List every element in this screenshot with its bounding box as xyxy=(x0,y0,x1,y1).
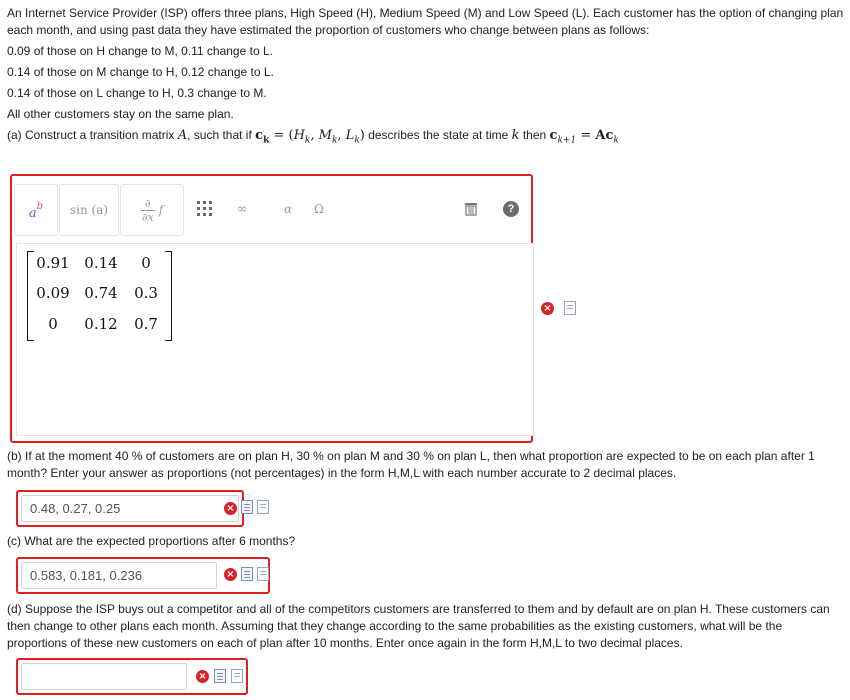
trash-icon xyxy=(464,202,478,216)
help-doc-icon[interactable] xyxy=(257,500,269,514)
part-b-line-2: month? Enter your answer as proportions (not percentages) in the form H,M,L with each number accurate to 2 decimal places. xyxy=(7,466,677,480)
help-doc-icon[interactable] xyxy=(257,567,269,581)
matrix-grid-icon[interactable] xyxy=(194,184,216,234)
part-b-line-1: (b) If at the moment 40 % of customers are on plan H, 30 % on plan M and 30 % on plan L, then what proportion are expected to be on each plan after 1 xyxy=(7,449,815,463)
help-doc-icon[interactable] xyxy=(231,669,243,683)
transition-matrix xyxy=(27,251,172,341)
matrix-cell: 0.12 xyxy=(84,315,118,333)
alpha-button[interactable]: α xyxy=(283,202,293,216)
help-icon[interactable]: ? xyxy=(503,201,519,217)
part-c-text: (c) What are the expected proportions after 6 months? xyxy=(7,534,296,548)
answer-b-input[interactable] xyxy=(21,495,239,522)
matrix-cell: 0.7 xyxy=(134,315,158,333)
part-a-text: (a) Construct a transition matrix A, such that if $c_k = (H_k$, $M_k$, $L_k$) describes the state at time k then $c_{k+1} = Ac_k$ xyxy=(7,128,619,146)
preview-doc-icon[interactable] xyxy=(564,301,576,315)
part-d-line-3: proportions of these new customers on each of plan after 10 months. Enter once again in the form H,M,L to two decimal places. xyxy=(7,636,683,650)
incorrect-mark-icon: × xyxy=(224,502,237,515)
answer-c-input[interactable] xyxy=(21,562,217,589)
preview-icon[interactable] xyxy=(241,567,253,581)
part-d-line-2: then change to other plans each month. Assuming that they change according to the same probabilities as the existing customers, what will be the xyxy=(7,619,783,633)
part-d-line-1: (d) Suppose the ISP buys out a competitor and all of the competitors customers are transferred to them and by default are on plan H. These customers can xyxy=(7,602,830,616)
matrix-cell: 0.14 xyxy=(84,254,118,272)
sin-button[interactable]: sin (a) xyxy=(59,184,119,236)
partial-derivative-button[interactable]: ∂ ∂x f xyxy=(120,184,184,236)
delete-icon[interactable] xyxy=(463,184,479,234)
omega-button[interactable]: Ω xyxy=(314,202,324,216)
grid-dots-icon xyxy=(196,200,214,218)
incorrect-mark-icon: × xyxy=(541,302,554,315)
rule-l: 0.14 of those on L change to H, 0.3 change to M. xyxy=(7,86,267,100)
rule-other: All other customers stay on the same plan. xyxy=(7,107,234,121)
math-toolbar xyxy=(14,180,534,236)
rule-h: 0.09 of those on H change to M, 0.11 change to L. xyxy=(7,44,273,58)
intro-line-2: each month, and using past data they have estimated the proportion of customers who change between plans as follows: xyxy=(7,23,650,37)
power-button[interactable]: a b xyxy=(14,184,58,236)
preview-icon[interactable] xyxy=(214,669,226,683)
incorrect-mark-icon: × xyxy=(196,670,209,683)
matrix-cell: 0 xyxy=(141,254,151,272)
answer-b-frame xyxy=(16,490,244,527)
intro-line-1: An Internet Service Provider (ISP) offers three plans, High Speed (H), Medium Speed (M) and Low Speed (L). Each customer has the option of changing plan xyxy=(7,6,844,20)
matrix-cell: 0 xyxy=(48,315,58,333)
rule-m: 0.14 of those on M change to H, 0.12 change to L. xyxy=(7,65,274,79)
matrix-cell: 0.74 xyxy=(84,284,118,302)
preview-icon[interactable] xyxy=(241,500,253,514)
matrix-cell: 0.3 xyxy=(134,284,158,302)
matrix-cell: 0.91 xyxy=(36,254,70,272)
answer-d-input[interactable] xyxy=(21,663,187,690)
infinity-button[interactable]: ∞ xyxy=(236,201,248,217)
matrix-cell: 0.09 xyxy=(36,284,70,302)
incorrect-mark-icon: × xyxy=(224,568,237,581)
